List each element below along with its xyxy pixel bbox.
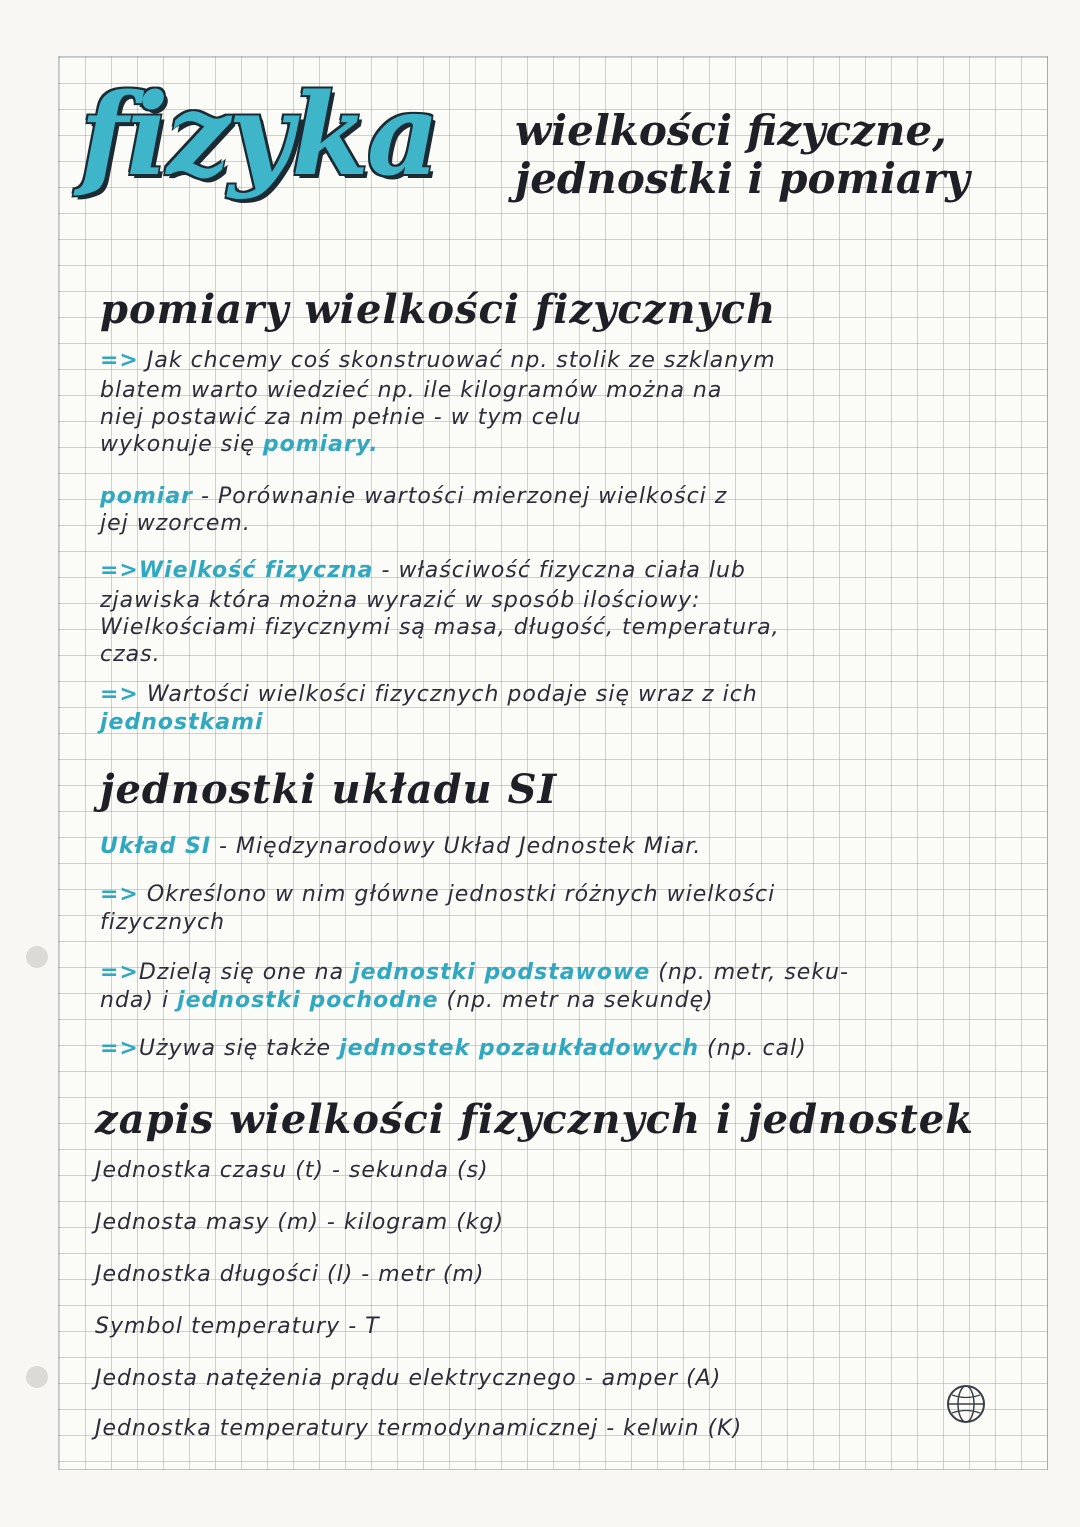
section-heading-pomiary: pomiary wielkości fizycznych [100, 286, 777, 333]
paragraph-line: => Wartości wielkości fizycznych podaje się wraz z ich [100, 682, 758, 707]
arrow-icon: => [100, 882, 139, 907]
section-heading-zapis: zapis wielkości fizycznych i jednostek [95, 1096, 974, 1143]
paragraph-line: =>Używa się także jednostek pozaukładowych (np. cal) [100, 1036, 807, 1061]
paragraph-line: blatem warto wiedzieć np. ile kilogramów można na [100, 378, 723, 403]
highlight-term: Wielkość fizyczna [138, 558, 374, 583]
paragraph-line: => Jak chcemy coś skonstruować np. stolik ze szklanym [100, 348, 776, 373]
list-item: Jednostka długości (l) - metr (m) [95, 1262, 485, 1287]
subtitle-line-1: wielkości fizyczne, [515, 106, 947, 155]
arrow-icon: => [100, 558, 139, 583]
list-item: Jednosta natężenia prądu elektrycznego - amper (A) [95, 1366, 722, 1391]
paragraph-line: zjawiska która można wyrazić w sposób ilościowy: [100, 588, 701, 613]
list-item: Jednostka temperatury termodynamicznej - kelwin (K) [95, 1416, 743, 1441]
paragraph-line: niej postawić za nim pełnie - w tym celu [100, 405, 582, 430]
globe-icon [944, 1382, 988, 1426]
paragraph-line: =>Dzielą się one na jednostki podstawowe (np. metr, seku- [100, 960, 849, 985]
paragraph-line: pomiar - Porównanie wartości mierzonej wielkości z [100, 484, 728, 509]
paragraph-line: jej wzorcem. [100, 511, 251, 536]
highlight-term: jednostek pozaukładowych [339, 1036, 699, 1061]
paragraph-line [100, 712, 264, 734]
binder-hole [26, 1366, 48, 1388]
paragraph-line: =>Wielkość fizyczna - właściwość fizyczna ciała lub [100, 558, 746, 583]
highlight-term: jednostkami [100, 710, 264, 735]
highlight-term: Układ SI [100, 834, 212, 859]
paragraph-line: wykonuje się pomiary. [100, 432, 379, 457]
arrow-icon: => [100, 1036, 139, 1061]
highlight-term: pomiary. [262, 432, 379, 457]
list-item: Jednostka czasu (t) - sekunda (s) [95, 1158, 489, 1183]
highlight-term: jednostki podstawowe [352, 960, 651, 985]
logo-title: fizyka [80, 70, 438, 201]
paragraph-line: nda) i jednostki pochodne (np. metr na sekundę) [100, 988, 714, 1013]
list-item: Jednosta masy (m) - kilogram (kg) [95, 1210, 505, 1235]
arrow-icon: => [100, 960, 139, 985]
list-item: Symbol temperatury - T [95, 1314, 380, 1339]
paragraph-line: czas. [100, 642, 161, 667]
highlight-term: pomiar [100, 484, 194, 509]
paragraph-line: fizycznych [100, 910, 226, 935]
grid-paper [58, 56, 1048, 1470]
arrow-icon: => [100, 682, 139, 707]
highlight-term: jednostki pochodne [177, 988, 439, 1013]
paragraph-line: => Określono w nim główne jednostki różnych wielkości [100, 882, 776, 907]
binder-hole [26, 946, 48, 968]
paragraph-line: Wielkościami fizycznymi są masa, długość, temperatura, [100, 615, 780, 640]
section-heading-jednostki: jednostki układu SI [100, 766, 558, 813]
subtitle-line-2: jednostki i pomiary [515, 154, 970, 203]
arrow-icon: => [100, 348, 139, 373]
paragraph-line: Układ SI - Międzynarodowy Układ Jednostek Miar. [100, 834, 702, 859]
